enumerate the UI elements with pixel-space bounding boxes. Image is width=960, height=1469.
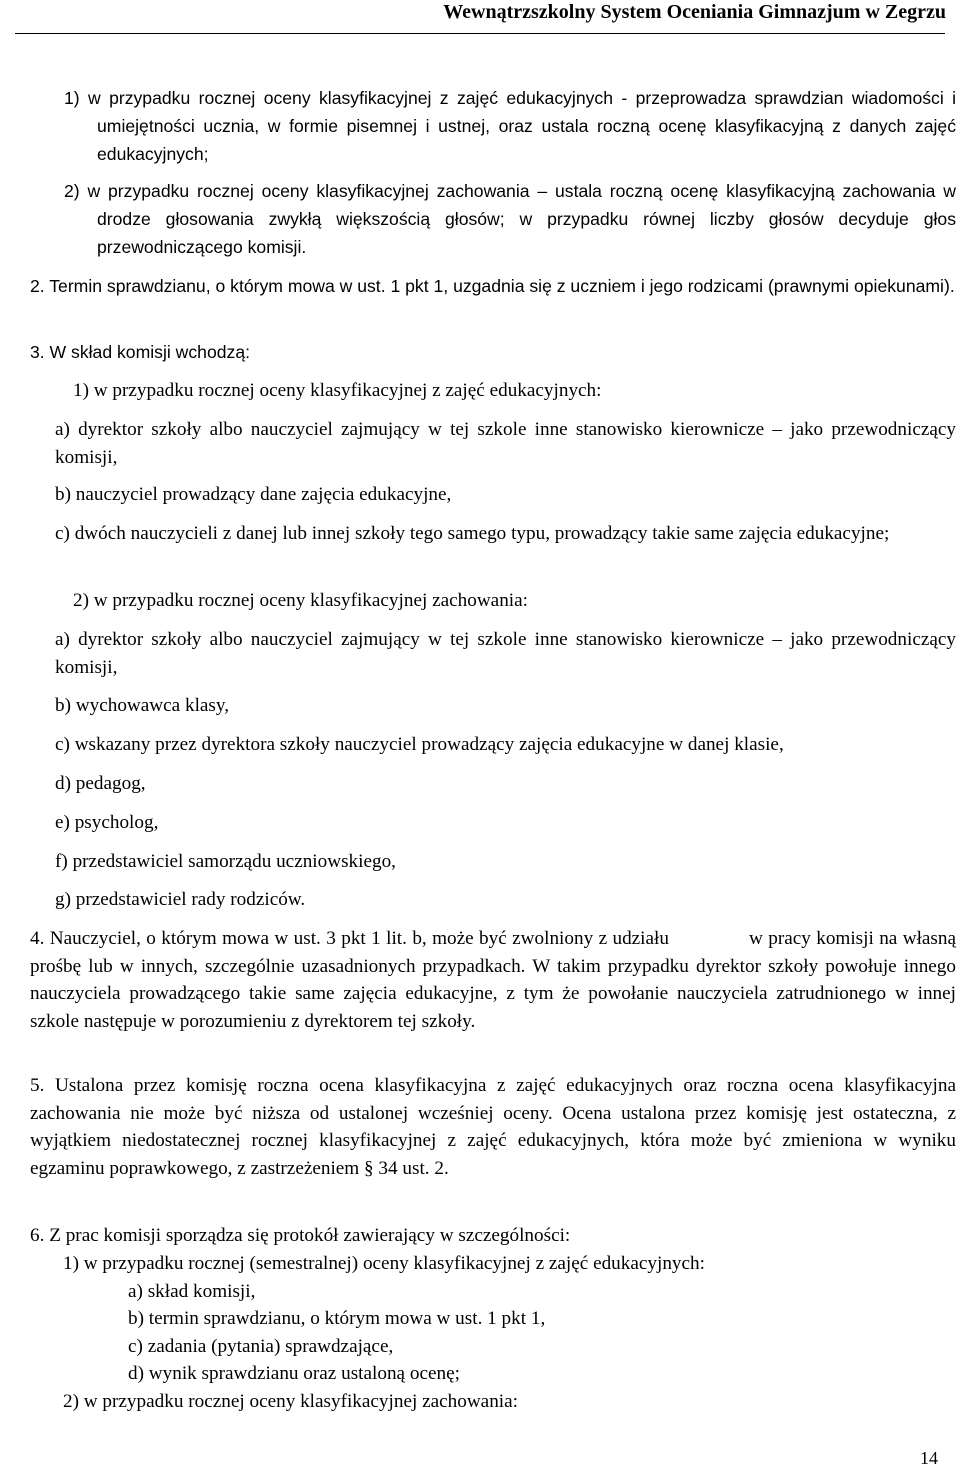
point-4 [30, 925, 956, 1035]
point-2: 2. Termin sprawdzianu, o którym mowa w ust. 1 pkt 1, uzgadnia się z uczniem i jego rodzicami (prawnymi opiekunami). [30, 276, 955, 296]
page-header [0, 0, 960, 37]
point-3-sub1-a: a) dyrektor szkoły albo nauczyciel zajmujący w tej szkole inne stanowisko kierownicze – jako przewodniczący komisji, [55, 419, 956, 468]
page-number: 14 [920, 1448, 938, 1468]
point-6-sub1-title: 1) w przypadku rocznej (semestralnej) oceny klasyfikacyjnej z zajęć edukacyjnych: [63, 1253, 705, 1274]
point-3-sub2-b: b) wychowawca klasy, [55, 695, 230, 716]
point-6-sub1-a: a) skład komisji, [128, 1281, 256, 1302]
point-5: 5. Ustalona przez komisję roczna ocena klasyfikacyjna z zajęć edukacyjnych oraz roczna ocena klasyfikacyjna zachowania nie może być niższa od ustalonej wcześniej oceny. Ocena ustalona przez komisję jest ostateczna, z wyjątkiem niedostatecznej rocznej klasyfikacyjnej z zajęć edukacyjnych, która może być zmieniona w wyniku egzaminu poprawkowego, z zastrzeżeniem § 34 ust. 2. [30, 1075, 956, 1179]
point-6-intro: 6. Z prac komisji sporządza się protokół zawierający w szczególności: [30, 1225, 571, 1246]
point-3-sub2-c: c) wskazany przez dyrektora szkoły nauczyciel prowadzący zajęcia edukacyjne w danej klasie, [55, 734, 784, 755]
header-title: Wewnątrzszkolny System Oceniania Gimnazjum w Zegrzu [443, 1, 946, 23]
point-3-sub2-e: e) psycholog, [55, 812, 159, 833]
point-3-sub2-title: 2) w przypadku rocznej oceny klasyfikacyjnej zachowania: [73, 590, 528, 611]
section-item-2: 2) w przypadku rocznej oceny klasyfikacyjnej zachowania – ustala roczną ocenę klasyfikacyjną zachowania w drodze głosowania zwykłą większością głosów; w przypadku równej liczby głosów decyduje głos przewodniczącego komisji. [64, 181, 956, 257]
point-4-part-1: 4. Nauczyciel, o którym mowa w ust. 3 pkt 1 lit. b, może być zwolniony z udziału [30, 928, 669, 949]
section-item-1: 1) w przypadku rocznej oceny klasyfikacyjnej z zajęć edukacyjnych - przeprowadza sprawdzian wiadomości i umiejętności ucznia, w formie pisemnej i ustnej, oraz ustala roczną ocenę klasyfikacyjną z danych zajęć edukacyjnych; [64, 88, 956, 164]
header-divider [15, 33, 945, 34]
point-3-sub2-a: a) dyrektor szkoły albo nauczyciel zajmujący w tej szkole inne stanowisko kierownicze – jako przewodniczący komisji, [55, 629, 956, 678]
point-3-sub1-title: 1) w przypadku rocznej oceny klasyfikacyjnej z zajęć edukacyjnych: [73, 380, 602, 401]
point-3-intro: 3. W skład komisji wchodzą: [30, 342, 250, 362]
point-3-sub2-d: d) pedagog, [55, 773, 146, 794]
point-3-sub1-c: c) dwóch nauczycieli z danej lub innej szkoły tego samego typu, prowadzący takie same zajęcia edukacyjne; [55, 523, 890, 544]
point-6-sub1-b: b) termin sprawdzianu, o którym mowa w ust. 1 pkt 1, [128, 1308, 546, 1329]
point-6-sub1-d: d) wynik sprawdzianu oraz ustaloną ocenę; [128, 1363, 460, 1384]
point-4-part-2: w pracy komisji na własną prośbę lub w innych, szczególnie uzasadnionych przypadkach. W takim przypadku dyrektor szkoły powołuje innego nauczyciela prowadzącego takie same zajęcia edukacyjne, z tym że powołanie nauczyciela zatrudnionego w innej szkole następuje w porozumieniu z dyrektorem tej szkoły. [30, 928, 956, 1032]
point-3-sub1-b: b) nauczyciel prowadzący dane zajęcia edukacyjne, [55, 484, 452, 505]
point-3-sub2-f: f) przedstawiciel samorządu uczniowskiego, [55, 851, 396, 872]
point-3-sub2-g: g) przedstawiciel rady rodziców. [55, 889, 306, 910]
point-6-sub1-c: c) zadania (pytania) sprawdzające, [128, 1336, 394, 1357]
point-6-sub2-title: 2) w przypadku rocznej oceny klasyfikacyjnej zachowania: [63, 1391, 518, 1412]
